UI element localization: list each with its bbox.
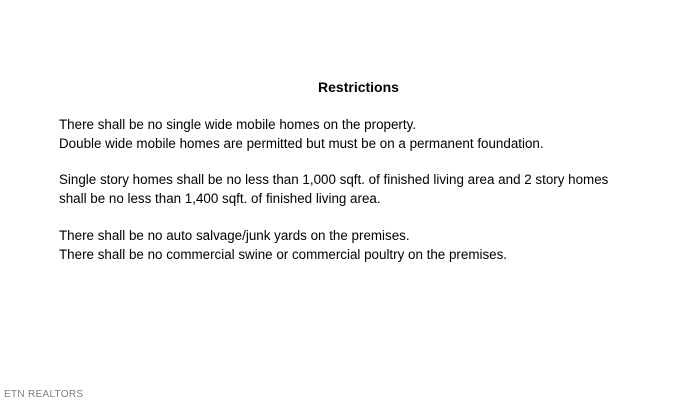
restriction-paragraph-home-size <box>59 170 659 208</box>
restriction-paragraph-land-use <box>59 226 659 264</box>
restriction-paragraph-mobile-homes <box>59 115 659 153</box>
watermark-logo-text: ETN REALTORS <box>4 389 84 400</box>
paragraph-line: Double wide mobile homes are permitted but must be on a permanent foundation. <box>59 136 544 151</box>
paragraph-line: Single story homes shall be no less than 1,000 sqft. of finished living area and 2 story homes <box>59 172 609 187</box>
paragraph-line: There shall be no single wide mobile homes on the property. <box>59 117 417 132</box>
paragraph-line: There shall be no commercial swine or commercial poultry on the premises. <box>59 247 508 262</box>
paragraph-line: shall be no less than 1,400 sqft. of finished living area. <box>59 191 381 206</box>
document-title: Restrictions <box>318 79 399 95</box>
paragraph-line: There shall be no auto salvage/junk yards on the premises. <box>59 228 410 243</box>
